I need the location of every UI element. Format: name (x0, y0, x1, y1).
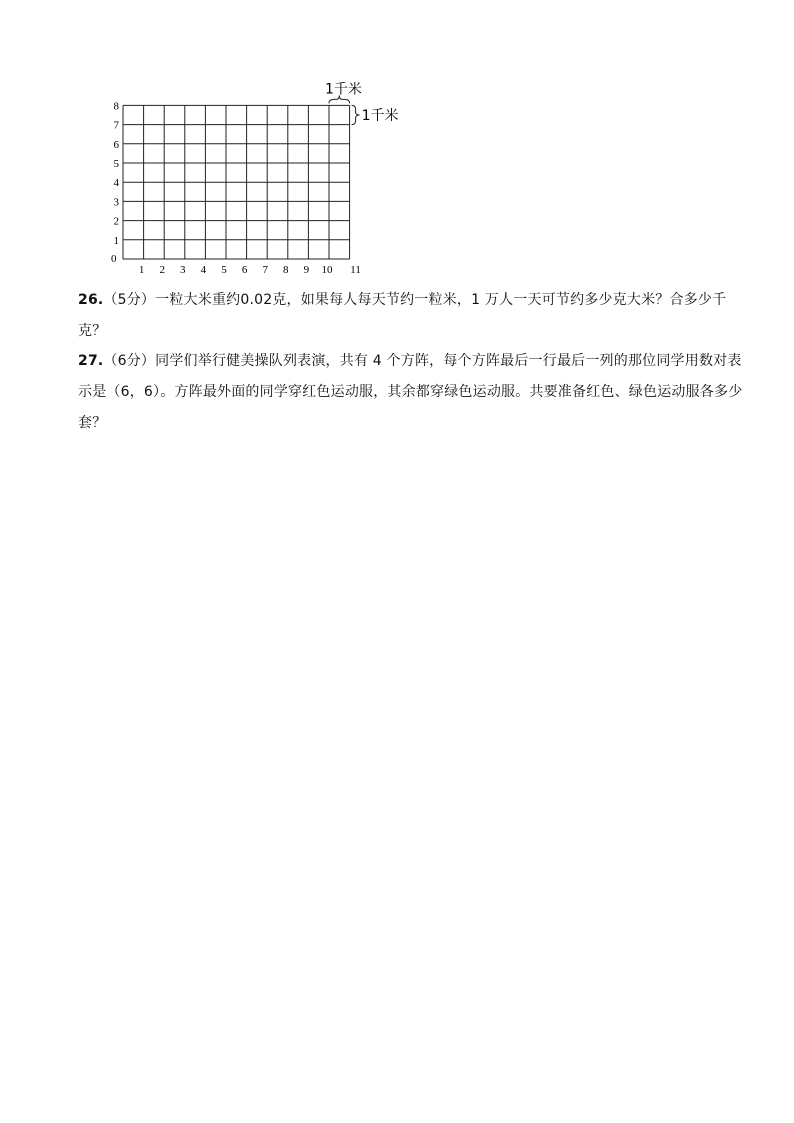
question-26: 26.（5分）一粒大米重约0.02克，如果每人每天节约一粒米，1 万人一天可节约多少克大米？合多少千克？ (78, 292, 727, 339)
y-tick-label: 1 (113, 234, 119, 247)
question-27: 27.（6分）同学们举行健美操队列表演，共有 4 个方阵，每个方阵最后一行最后一列的那位同学用数对表示是（6，6）。方阵最外面的同学穿红色运动服，其余都穿绿色运动服。共要准备红色、绿色运动服各多少套？ (78, 353, 743, 431)
question-number: 26 (78, 292, 98, 308)
scale-label-right: 1千米 (361, 108, 399, 124)
grid-lines (123, 105, 350, 259)
x-tick-label: 9 (303, 264, 310, 276)
grid-labels (111, 100, 361, 276)
grid-svg (100, 82, 400, 278)
question-number: 27 (78, 353, 98, 369)
x-tick-label: 7 (262, 264, 268, 276)
right-brace (352, 105, 360, 124)
x-tick-label: 8 (283, 264, 289, 276)
x-tick-label: 2 (159, 264, 165, 276)
question-text: 同学们举行健美操队列表演，共有 4 个方阵，每个方阵最后一行最后一列的那位同学用数对表示是（6，6）。方阵最外面的同学穿红色运动服，其余都穿绿色运动服。共要准备红色、绿色运动服各多少套？ (78, 353, 743, 431)
y-tick-label: 3 (113, 196, 119, 209)
y-tick-label: 8 (113, 100, 119, 113)
question-points: （5分） (103, 292, 156, 308)
origin-label: 0 (111, 253, 117, 265)
y-tick-label: 2 (113, 215, 119, 228)
question-text: 一粒大米重约0.02克，如果每人每天节约一粒米，1 万人一天可节约多少克大米？合多少千克？ (78, 292, 727, 339)
x-tick-label: 5 (221, 264, 227, 276)
x-tick-label: 4 (200, 264, 207, 276)
x-tick-label: 3 (180, 264, 186, 276)
y-tick-label: 7 (113, 119, 119, 132)
y-tick-label: 4 (113, 177, 119, 190)
coordinate-grid (100, 82, 400, 278)
scale-markers (325, 82, 399, 125)
x-tick-label: 1 (138, 264, 145, 276)
question-points: （6分） (103, 353, 156, 369)
y-tick-label: 6 (113, 138, 119, 151)
x-tick-label: 10 (321, 264, 333, 276)
x-tick-label: 6 (241, 264, 248, 276)
y-tick-label: 5 (113, 158, 119, 170)
x-tick-label: 11 (350, 264, 361, 276)
scale-label-top: 1千米 (325, 82, 362, 98)
